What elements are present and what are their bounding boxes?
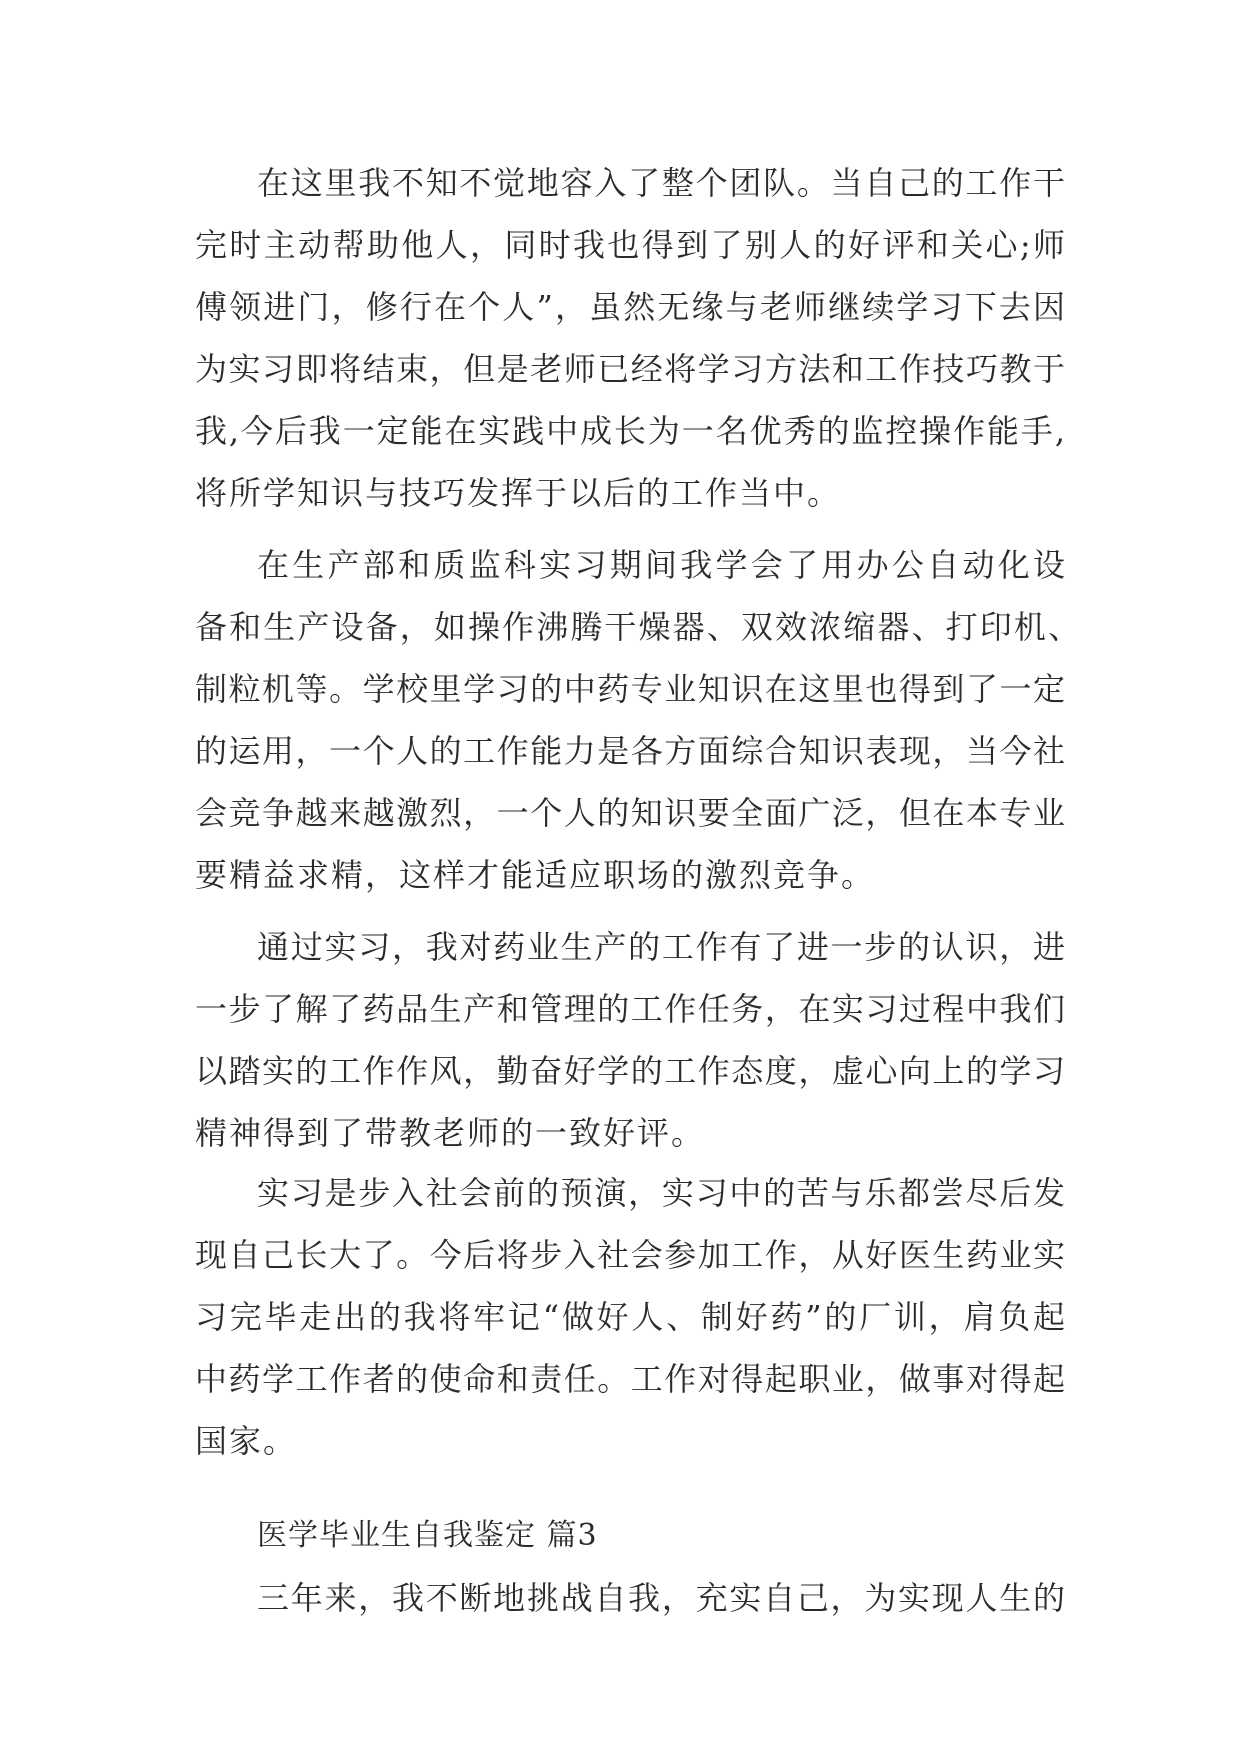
section-heading: 医学毕业生自我鉴定 篇3: [257, 1518, 598, 1553]
paragraph-2-line-3: 制粒机等。学校里学习的中药专业知识在这里也得到了一定: [195, 670, 1065, 708]
paragraph-2-line-1: 在生产部和质监科实习期间我学会了用办公自动化设: [257, 546, 1065, 584]
paragraph-1-line-1: 在这里我不知不觉地容入了整个团队。当自己的工作干: [257, 164, 1065, 202]
paragraph-2-line-4: 的运用，一个人的工作能力是各方面综合知识表现，当今社: [195, 732, 1065, 770]
paragraph-4-line-5: 国家。: [195, 1422, 298, 1460]
paragraph-3-line-3: 以踏实的工作作风，勤奋好学的工作态度，虚心向上的学习: [195, 1052, 1065, 1090]
paragraph-3-line-1: 通过实习，我对药业生产的工作有了进一步的认识，进: [257, 928, 1065, 966]
paragraph-2-line-6: 要精益求精，这样才能适应职场的激烈竞争。: [195, 856, 876, 894]
paragraph-4-line-4: 中药学工作者的使命和责任。工作对得起职业，做事对得起: [195, 1360, 1065, 1398]
paragraph-2-line-2: 备和生产设备，如操作沸腾干燥器、双效浓缩器、打印机、: [195, 608, 1080, 646]
paragraph-4-line-3: 习完毕走出的我将牢记“做好人、制好药”的厂训，肩负起: [195, 1298, 1065, 1336]
paragraph-1-line-4: 为实习即将结束，但是老师已经将学习方法和工作技巧教于: [195, 350, 1065, 388]
paragraph-4-line-2: 现自己长大了。今后将步入社会参加工作，从好医生药业实: [195, 1236, 1065, 1274]
paragraph-1-line-3: 傅领进门，修行在个人”，虽然无缘与老师继续学习下去因: [195, 288, 1065, 326]
last-paragraph-line-1: 三年来，我不断地挑战自我，充实自己，为实现人生的: [257, 1579, 1065, 1617]
paragraph-1-line-6: 将所学知识与技巧发挥于以后的工作当中。: [195, 474, 842, 512]
paragraph-2-line-5: 会竞争越来越激烈，一个人的知识要全面广泛，但在本专业: [195, 794, 1065, 832]
paragraph-1-line-2: 完时主动帮助他人，同时我也得到了别人的好评和关心;师: [195, 226, 1065, 264]
paragraph-4-line-1: 实习是步入社会前的预演，实习中的苦与乐都尝尽后发: [257, 1174, 1065, 1212]
paragraph-1-line-5: 我,今后我一定能在实践中成长为一名优秀的监控操作能手,: [195, 412, 1065, 450]
paragraph-3-line-2: 一步了解了药品生产和管理的工作任务，在实习过程中我们: [195, 990, 1065, 1028]
paragraph-3-line-4: 精神得到了带教老师的一致好评。: [195, 1114, 706, 1152]
